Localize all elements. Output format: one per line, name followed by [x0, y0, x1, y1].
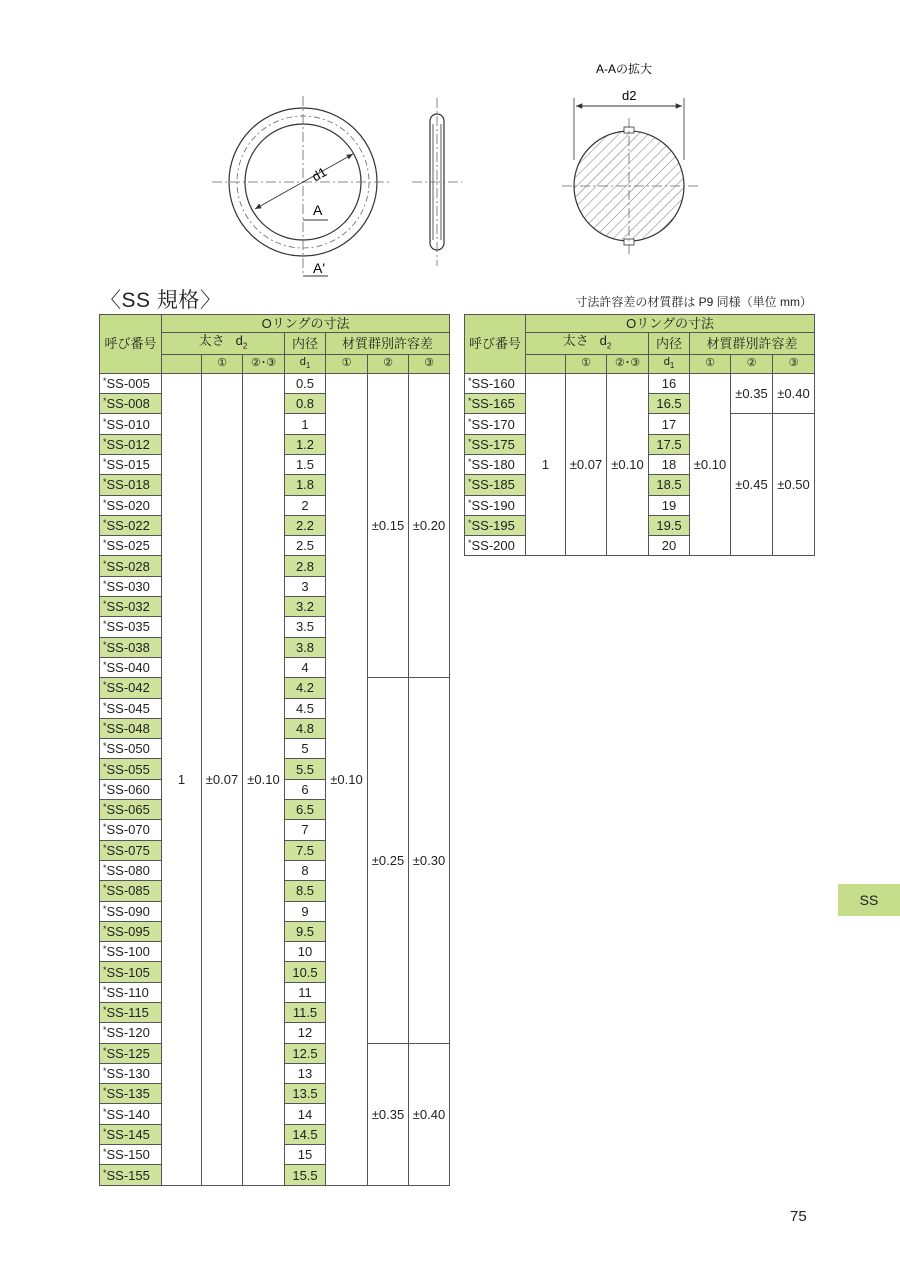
inner-diameter: 0.8: [285, 394, 326, 414]
header-code: 呼び番号: [100, 315, 162, 374]
item-code: *SS-040: [100, 657, 162, 677]
header-c1: ①: [566, 354, 607, 373]
thickness-value: 1: [526, 373, 566, 556]
item-code: *SS-038: [100, 637, 162, 657]
inner-diameter: 13.5: [285, 1084, 326, 1104]
inner-tol-3: ±0.40: [409, 1043, 450, 1185]
table-row: [465, 373, 815, 393]
item-code: *SS-018: [100, 475, 162, 495]
inner-diameter: 16: [649, 373, 690, 393]
inner-diameter: 4.8: [285, 718, 326, 738]
table-row: [100, 373, 450, 393]
inner-tol-2: ±0.25: [368, 678, 409, 1043]
inner-diameter: 10.5: [285, 962, 326, 982]
section-title: A-Aの拡大: [596, 62, 653, 76]
item-code: *SS-020: [100, 495, 162, 515]
inner-diameter: 3.5: [285, 617, 326, 637]
label-d1: d1: [309, 164, 330, 185]
inner-diameter: 6.5: [285, 800, 326, 820]
thickness-value: 1: [162, 373, 202, 1185]
item-code: *SS-032: [100, 597, 162, 617]
thickness-tol-23: ±0.10: [243, 373, 285, 1185]
inner-tol-2: ±0.45: [731, 414, 773, 556]
header-code: 呼び番号: [465, 315, 526, 374]
thickness-tol-1: ±0.07: [566, 373, 607, 556]
thickness-tol-23: ±0.10: [607, 373, 649, 556]
inner-diameter: 9: [285, 901, 326, 921]
ss-size-table-right: [464, 314, 815, 556]
inner-tol-2: ±0.35: [368, 1043, 409, 1185]
inner-diameter: 4.5: [285, 698, 326, 718]
item-code: *SS-100: [100, 942, 162, 962]
header-thickness-symbol: $d_2$: [235, 333, 248, 351]
header-inner: 内径: [649, 333, 690, 355]
header-c23: ②･③: [243, 354, 285, 373]
item-code: *SS-065: [100, 800, 162, 820]
item-code: *SS-150: [100, 1145, 162, 1165]
inner-diameter: 2.2: [285, 515, 326, 535]
ss-size-table-left: [99, 314, 450, 1186]
inner-diameter: 1.5: [285, 454, 326, 474]
header-blank: [162, 354, 202, 373]
header-c1: ①: [202, 354, 243, 373]
inner-diameter: 15: [285, 1145, 326, 1165]
item-code: *SS-028: [100, 556, 162, 576]
inner-diameter: 9.5: [285, 921, 326, 941]
inner-diameter: 1.2: [285, 434, 326, 454]
label-d2: d2: [622, 88, 637, 103]
inner-diameter: 15.5: [285, 1165, 326, 1185]
header-group: Oリングの寸法: [526, 315, 815, 333]
inner-diameter: 2.5: [285, 536, 326, 556]
item-code: *SS-070: [100, 820, 162, 840]
item-code: *SS-005: [100, 373, 162, 393]
inner-diameter: 5.5: [285, 759, 326, 779]
inner-diameter: 5: [285, 739, 326, 759]
header-inner: 内径: [285, 333, 326, 355]
inner-diameter: 13: [285, 1063, 326, 1083]
item-code: *SS-125: [100, 1043, 162, 1063]
inner-diameter: 3: [285, 576, 326, 596]
inner-diameter: 2.8: [285, 556, 326, 576]
inner-diameter: 4.2: [285, 678, 326, 698]
item-code: *SS-185: [465, 475, 526, 495]
inner-diameter: 19.5: [649, 515, 690, 535]
item-code: *SS-115: [100, 1002, 162, 1022]
header-t2: ②: [731, 354, 773, 373]
inner-diameter: 12.5: [285, 1043, 326, 1063]
inner-diameter: 11.5: [285, 1002, 326, 1022]
inner-diameter: 14: [285, 1104, 326, 1124]
item-code: *SS-140: [100, 1104, 162, 1124]
item-code: *SS-135: [100, 1084, 162, 1104]
inner-tol-2: ±0.35: [731, 373, 773, 414]
inner-diameter: 2: [285, 495, 326, 515]
item-code: *SS-075: [100, 840, 162, 860]
inner-tol-1: ±0.10: [690, 373, 731, 556]
page-number: 75: [790, 1208, 807, 1225]
item-code: *SS-155: [100, 1165, 162, 1185]
inner-diameter: 8.5: [285, 881, 326, 901]
inner-diameter: 6: [285, 779, 326, 799]
header-c23: ②･③: [607, 354, 649, 373]
inner-diameter: 18.5: [649, 475, 690, 495]
header-t3: ③: [409, 354, 450, 373]
inner-diameter: 12: [285, 1023, 326, 1043]
inner-diameter: 3.8: [285, 637, 326, 657]
item-code: *SS-130: [100, 1063, 162, 1083]
inner-diameter: 17: [649, 414, 690, 434]
inner-diameter: 11: [285, 982, 326, 1002]
inner-tol-3: ±0.20: [409, 373, 450, 677]
inner-diameter: 0.5: [285, 373, 326, 393]
inner-diameter: 19: [649, 495, 690, 515]
inner-diameter: 1: [285, 414, 326, 434]
header-t1: ①: [690, 354, 731, 373]
item-code: *SS-048: [100, 718, 162, 738]
inner-tol-3: ±0.50: [773, 414, 815, 556]
inner-diameter: 4: [285, 657, 326, 677]
item-code: *SS-045: [100, 698, 162, 718]
item-code: *SS-200: [465, 536, 526, 556]
tolerance-note: 寸法許容差の材質群は P9 同様（単位 mm）: [575, 295, 812, 309]
ring-side-view: [412, 98, 462, 266]
item-code: *SS-195: [465, 515, 526, 535]
item-code: *SS-090: [100, 901, 162, 921]
inner-tol-3: ±0.30: [409, 678, 450, 1043]
header-tolerance: 材質群別許容差: [690, 333, 815, 355]
header-tolerance: 材質群別許容差: [326, 333, 450, 355]
item-code: *SS-160: [465, 373, 526, 393]
cross-section-view: [562, 98, 698, 256]
header-t1: ①: [326, 354, 368, 373]
ring-front-view: [212, 96, 392, 276]
inner-diameter: 16.5: [649, 394, 690, 414]
inner-tol-3: ±0.40: [773, 373, 815, 414]
inner-diameter: 10: [285, 942, 326, 962]
header-group: Oリングの寸法: [162, 315, 450, 333]
item-code: *SS-120: [100, 1023, 162, 1043]
header-blank: [526, 354, 566, 373]
side-index-tab: SS: [838, 884, 900, 916]
item-code: *SS-110: [100, 982, 162, 1002]
header-thickness: 太さ $d_2$: [526, 333, 649, 355]
item-code: *SS-035: [100, 617, 162, 637]
item-code: *SS-042: [100, 678, 162, 698]
item-code: *SS-190: [465, 495, 526, 515]
item-code: *SS-050: [100, 739, 162, 759]
item-code: *SS-095: [100, 921, 162, 941]
item-code: *SS-010: [100, 414, 162, 434]
item-code: *SS-030: [100, 576, 162, 596]
item-code: *SS-025: [100, 536, 162, 556]
item-code: *SS-085: [100, 881, 162, 901]
inner-tol-1: ±0.10: [326, 373, 368, 1185]
inner-diameter: 3.2: [285, 597, 326, 617]
inner-diameter: 7.5: [285, 840, 326, 860]
item-code: *SS-145: [100, 1124, 162, 1144]
item-code: *SS-170: [465, 414, 526, 434]
header-t3: ③: [773, 354, 815, 373]
item-code: *SS-055: [100, 759, 162, 779]
thickness-tol-1: ±0.07: [202, 373, 243, 1185]
inner-diameter: 14.5: [285, 1124, 326, 1144]
header-thickness: 太さ $d_2$: [162, 333, 285, 355]
item-code: *SS-175: [465, 434, 526, 454]
inner-diameter: 8: [285, 860, 326, 880]
item-code: *SS-022: [100, 515, 162, 535]
inner-diameter: 20: [649, 536, 690, 556]
label-a-prime: A': [313, 260, 326, 276]
item-code: *SS-012: [100, 434, 162, 454]
item-code: *SS-015: [100, 454, 162, 474]
o-ring-diagram: [0, 0, 900, 300]
header-inner-symbol: $d_1$: [285, 354, 326, 373]
item-code: *SS-165: [465, 394, 526, 414]
section-heading: 〈SS 規格〉: [100, 289, 222, 312]
inner-diameter: 18: [649, 454, 690, 474]
header-inner-symbol: $d_1$: [649, 354, 690, 373]
item-code: *SS-060: [100, 779, 162, 799]
label-a: A: [313, 202, 323, 218]
inner-diameter: 1.8: [285, 475, 326, 495]
inner-tol-2: ±0.15: [368, 373, 409, 677]
inner-diameter: 7: [285, 820, 326, 840]
inner-diameter: 17.5: [649, 434, 690, 454]
item-code: *SS-080: [100, 860, 162, 880]
item-code: *SS-180: [465, 454, 526, 474]
item-code: *SS-105: [100, 962, 162, 982]
header-t2: ②: [368, 354, 409, 373]
item-code: *SS-008: [100, 394, 162, 414]
header-thickness-symbol: $d_2$: [599, 333, 612, 351]
